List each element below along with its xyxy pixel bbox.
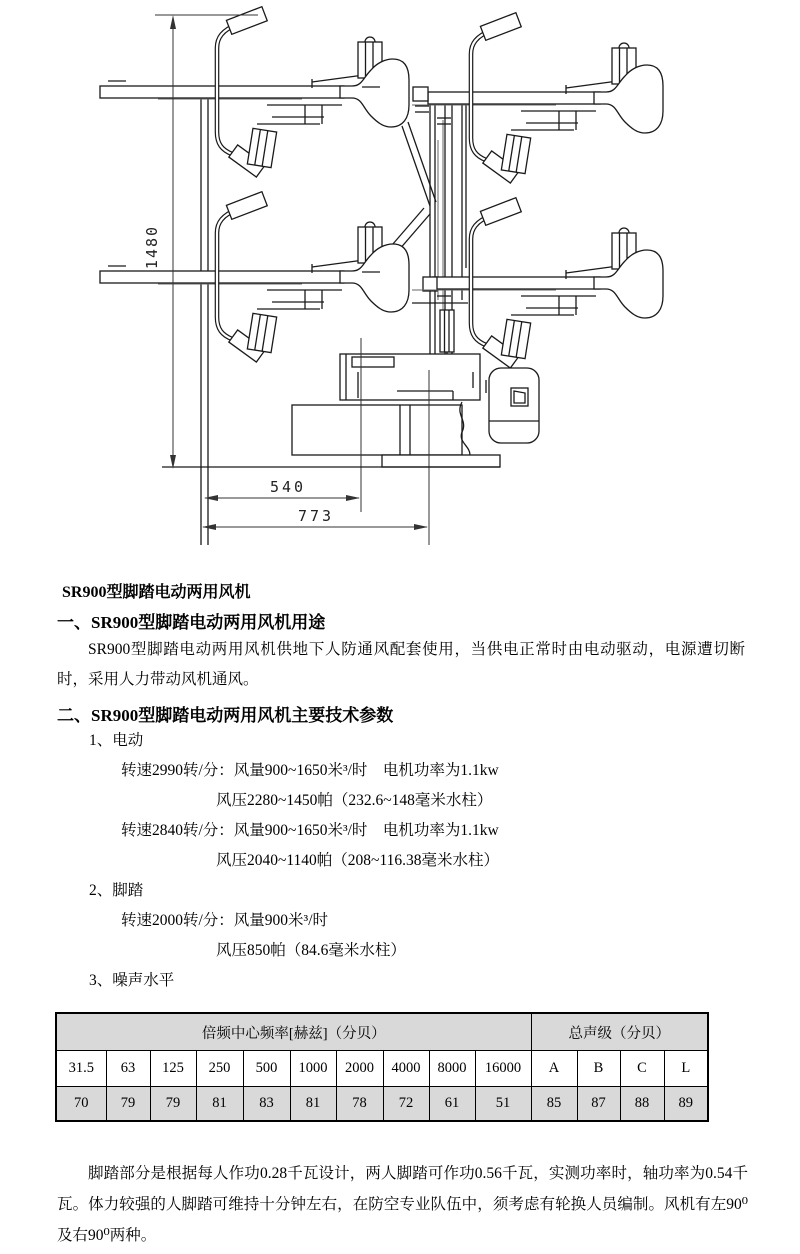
value-cell: 81	[290, 1087, 336, 1122]
freq-cell: 2000	[336, 1051, 383, 1087]
value-cell: 89	[664, 1087, 708, 1122]
value-cell: 70	[56, 1087, 106, 1122]
value-cell: 79	[150, 1087, 196, 1122]
closing-paragraph: 脚踏部分是根据每人作功0.28千瓦设计，两人脚踏可作功0.56千瓦，实测功率时，轴功率为0.54千瓦。体力较强的人脚踏可维持十分钟左右，在防空专业队伍中，须考虑有轮换人员编制。风机有左90⁰及右90⁰两种。	[57, 1165, 748, 1244]
section1-paragraph: SR900型脚踏电动两用风机供地下人防通风配套使用，当供电正常时由电动驱动，电源遭切断时，采用人力带动风机通风。	[57, 641, 745, 688]
dimension-line-1480	[143, 15, 176, 469]
table-frequency-row	[56, 1051, 708, 1087]
header-freq-band: 倍频中心频率[赫兹]（分贝）	[56, 1013, 531, 1051]
drive-shaft	[386, 100, 468, 360]
frame-posts	[201, 97, 208, 545]
freq-cell: 16000	[475, 1051, 531, 1087]
freq-cell: 250	[196, 1051, 243, 1087]
freq-cell: 63	[106, 1051, 150, 1087]
page-title: SR900型脚踏电动两用风机	[62, 584, 251, 601]
section1-heading: 一、SR900型脚踏电动两用风机用途	[57, 613, 326, 632]
total-label-cell: B	[577, 1051, 620, 1087]
dimension-label-1480: 1480	[143, 224, 161, 270]
item2-spec1-main: 转速2000转/分：风量900米³/时	[121, 912, 329, 929]
dimension-label-540: 540	[269, 478, 307, 496]
total-label-cell: C	[620, 1051, 664, 1087]
value-cell: 78	[336, 1087, 383, 1122]
value-cell: 87	[577, 1087, 620, 1122]
table-values-row	[56, 1087, 708, 1122]
total-label-cell: A	[531, 1051, 577, 1087]
freq-cell: 125	[150, 1051, 196, 1087]
item2-label: 2、脚踏	[89, 882, 144, 899]
fan-housing	[292, 354, 500, 467]
value-cell: 88	[620, 1087, 664, 1122]
electric-motor	[486, 368, 539, 443]
item1-spec2-sub: 风压2040~1140帕（208~116.38毫米水柱）	[216, 852, 499, 869]
value-cell: 85	[531, 1087, 577, 1122]
noise-level-table	[55, 1012, 709, 1122]
fan-technical-drawing	[0, 0, 800, 560]
dimension-label-773: 773	[297, 507, 335, 525]
header-total-level: 总声级（分贝）	[531, 1013, 708, 1051]
item1-spec1-main: 转速2990转/分：风量900~1650米³/时 电机功率为1.1kw	[121, 762, 499, 779]
freq-cell: 31.5	[56, 1051, 106, 1087]
item1-spec1-sub: 风压2280~1450帕（232.6~148毫米水柱）	[216, 792, 493, 809]
freq-cell: 1000	[290, 1051, 336, 1087]
seat-tubes	[100, 86, 600, 291]
item1-label: 1、电动	[89, 732, 144, 749]
value-cell: 83	[243, 1087, 290, 1122]
value-cell: 51	[475, 1087, 531, 1122]
value-cell: 79	[106, 1087, 150, 1122]
value-cell: 61	[429, 1087, 475, 1122]
item3-label: 3、噪声水平	[89, 972, 175, 989]
freq-cell: 4000	[383, 1051, 429, 1087]
value-cell: 81	[196, 1087, 243, 1122]
freq-cell: 500	[243, 1051, 290, 1087]
section2-heading: 二、SR900型脚踏电动两用风机主要技术参数	[57, 706, 394, 725]
value-cell: 72	[383, 1087, 429, 1122]
dimension-line-773	[202, 507, 428, 530]
item2-spec1-sub: 风压850帕（84.6毫米水柱）	[216, 942, 406, 959]
dimension-line-540	[204, 478, 360, 501]
total-label-cell: L	[664, 1051, 708, 1087]
table-header-row	[56, 1013, 708, 1051]
freq-cell: 8000	[429, 1051, 475, 1087]
item1-spec2-main: 转速2840转/分：风量900~1650米³/时 电机功率为1.1kw	[121, 822, 499, 839]
